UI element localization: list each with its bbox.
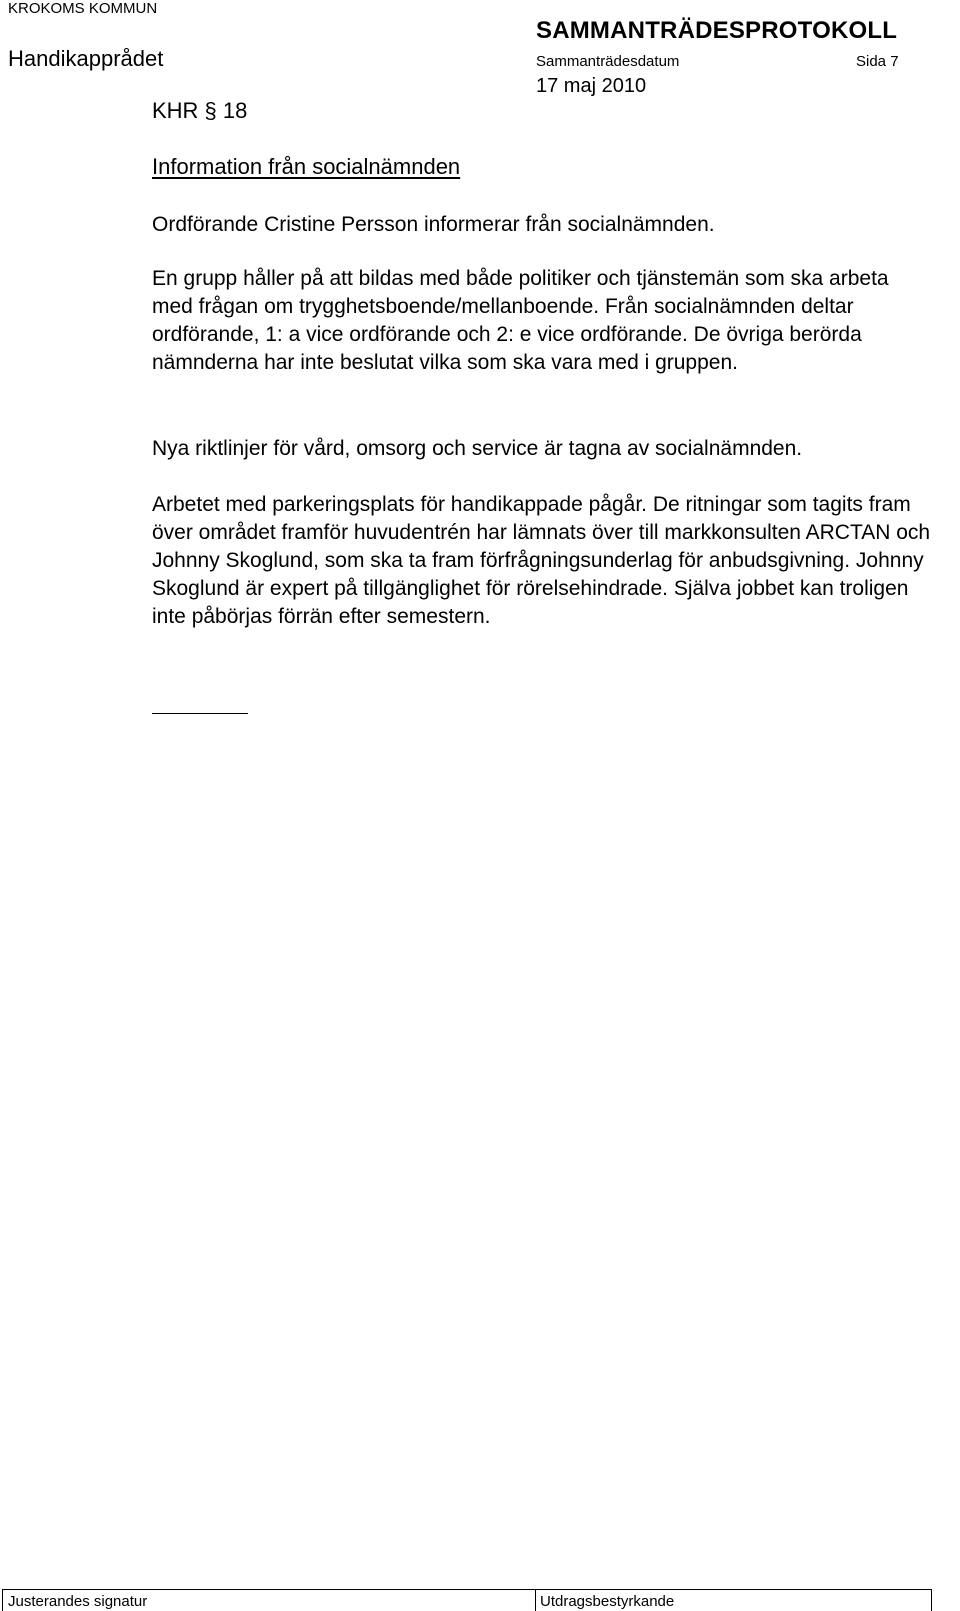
body-paragraph: En grupp håller på att bildas med både politiker och tjänstemän som ska arbeta med frågan om trygghetsboende/mellanboende. Från socialnämnden deltar ordförande, 1: a vice ordförande och 2: e vice ordförande. De övriga berörda nämnderna har inte beslutat vilka som ska vara med i gruppen. — [152, 267, 889, 374]
case-title: Information från socialnämnden — [152, 154, 461, 179]
case-number: KHR § 18 — [152, 98, 248, 123]
footer-divider — [535, 1589, 536, 1611]
committee-name: Handikapprådet — [8, 46, 164, 71]
meeting-date-label: Sammanträdesdatum — [536, 53, 680, 70]
meeting-date-value: 17 maj 2010 — [536, 75, 647, 97]
body-paragraph: Nya riktlinjer för vård, omsorg och service är tagna av socialnämnden. — [152, 437, 803, 460]
page-number: Sida 7 — [856, 53, 899, 70]
section-end-rule — [152, 713, 248, 714]
body-paragraph: Arbetet med parkeringsplats för handikappade pågår. De ritningar som tagits fram över området framför huvudentrén har lämnats över till markkonsulten ARCTAN och Johnny Skoglund, som ska ta fram förfrågningsunderlag för anbudsgivning. Johnny Skoglund är expert på tillgänglighet för rörelsehindrade. Själva jobbet kan troligen inte påbörjas förrän efter semestern. — [152, 493, 931, 628]
document-type-title: SAMMANTRÄDESPROTOKOLL — [536, 17, 898, 44]
municipality-name: KROKOMS KOMMUN — [8, 0, 158, 17]
signature-label: Justerandes signatur — [8, 1593, 148, 1610]
certification-label: Utdragsbestyrkande — [540, 1593, 675, 1610]
body-paragraph: Ordförande Cristine Persson informerar från socialnämnden. — [152, 213, 715, 236]
